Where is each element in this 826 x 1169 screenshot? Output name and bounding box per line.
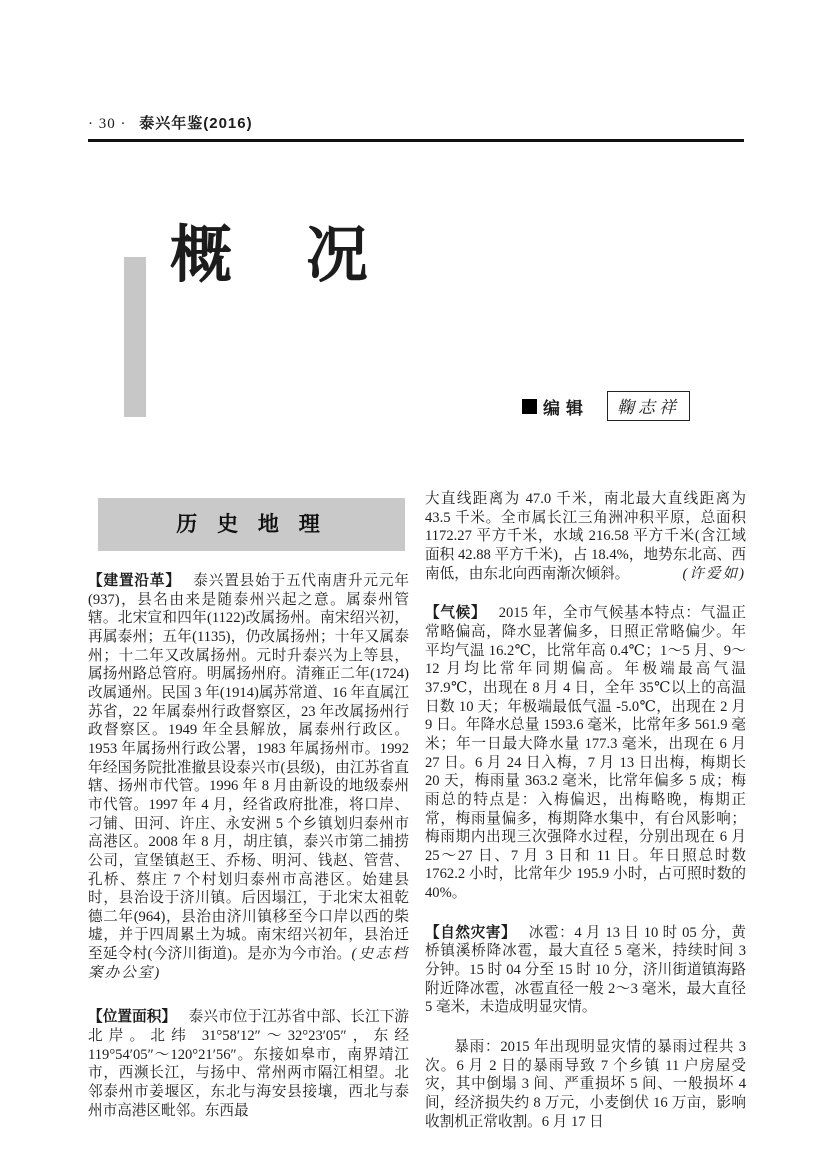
entry-attribution: (史志档案办公室) — [88, 946, 409, 981]
editor-line — [522, 391, 690, 421]
entry-text: 泰兴市位于江苏省中部、长江下游北岸。北纬 31°58′12″～32°23′05″，东经 119°54′05″～120°21′56″。东接如皋市，南界靖江市，西濒长江，与扬中、常州两市隔江相望。北邻泰州市姜堰区，东北与海安县接壤，西北与泰州市高港区毗邻。东西最 — [88, 1009, 409, 1119]
entry-text: 泰兴置县始于五代南唐升元元年(937)，县名由来是随泰州兴起之意。属泰州管辖。北宋宣和四年(1122)改属扬州。南宋绍兴初，再属泰州；五年(1135)，仍改属扬州；十年又属泰州；十二年又改属扬州。元时升泰兴为上等县，属扬州路总管府。明属扬州府。清雍正二年(1724)改属通州。民国 3 年(1914)属苏常道、16 年直属江苏省，22 年属泰州行政督察区，23 年改属扬州行政督察区。1949 年全县解放，属泰州行政区。1953 年属扬州行政公署，1983 年属扬州市。1992 年经国务院批准撤县设泰兴市(县级)，由江苏省直辖、扬州市代管。1996 年 8 月由新设的地级泰州市代管。1997 年 4 月，经省政府批准，将口岸、刁铺、田河、许庄、永安洲 5 个乡镇划归泰州市高港区。2008 年 8 月，胡庄镇，泰兴市第二捕捞公司，宣堡镇赵王、乔杨、明河、钱赵、管营、孔桥、蔡庄 7 个村划归泰州市高港区。始建县时，县治设于济川镇。后因塌江，于北宋太祖乾德二年(964)，县治由济川镇移至今口岸以西的柴墟，并于四周累土为城。南宋绍兴初年，县治迁至延令村(今济川街道)。是亦为今市治。 — [88, 573, 409, 963]
entry-qihou — [425, 604, 746, 903]
entry-weizhi-mianji — [88, 1008, 409, 1120]
left-column — [88, 490, 409, 1152]
entry-text: 冰雹：4 月 13 日 10 时 05 分，黄桥镇溪桥降冰雹，最大直径 5 毫米，持续时间 3 分钟。15 时 04 分至 15 时 10 分，济川街道镇海路附近降冰雹，冰雹直径一般 2～3 毫米，最大直径 5 毫米，未造成明显灾情。 — [425, 924, 746, 1016]
square-bullet-icon — [522, 399, 537, 414]
entry-zaihai-rain — [425, 1038, 746, 1131]
entry-attribution: (许爱如) — [682, 565, 746, 582]
section-header-history-geography: 历 史 地 理 — [98, 498, 405, 551]
entry-term: 【位置面积】 — [88, 1009, 177, 1026]
chapter-accent-bar — [124, 257, 146, 417]
entry-jianzhi-yange — [88, 572, 409, 982]
right-column — [425, 490, 746, 1152]
entry-text: 2015 年，全市气候基本特点：气温正常略偏高，降水显著偏多，日照正常略偏少。年平均气温 16.2℃，比常年高 0.4℃；1～5 月、9～12 月均比常年同期偏高。年极端最高气温 37.9℃，出现在 8 月 4 日，全年 35℃以上的高温日数 10 天；年极端最低气温 -5.0℃，出现在 2 月 9 日。年降水总量 1593.6 毫米，比常年多 561.9 毫米；年一日最大降水量 177.3 毫米，出现在 6 月 27 日。6 月 24 日入梅，7 月 13 日出梅，梅期长 20 天，梅雨量 363.2 毫米，比常年偏多 5 成；梅雨总的特点是：入梅偏迟，出梅略晚，梅期正常，梅雨量偏多，梅期降水集中，有台风影响；梅雨期内出现三次强降水过程，分别出现在 6 月 25～27 日、7 月 3 日和 11 日。年日照总时数 1762.2 小时，比常年少 195.9 小时，占可照时数的 40%。 — [425, 605, 746, 902]
entry-term: 【建置沿革】 — [88, 573, 181, 589]
entry-term: 【气候】 — [425, 605, 487, 622]
running-head — [88, 112, 745, 133]
chapter-title: 概 况 — [170, 222, 375, 290]
page-number: · 30 · — [88, 116, 127, 132]
entry-text: 大直线距离为 47.0 千米，南北最大直线距离为 43.5 千米。全市属长江三角洲冲积平原，总面积 1172.27 平方千米，水域 216.58 平方千米(含江域面积 42.88 平方千米)，占 18.4%，地势东北高、西南低，由东北向西南渐次倾斜。 — [425, 491, 746, 582]
entry-text: 暴雨：2015 年出现明显灾情的暴雨过程共 3 次。6 月 2 日的暴雨导致 7 个乡镇 11 户房屋受灾，其中倒塌 3 间、严重损坏 5 间、一般损坏 4 间，经济损失约 8 万元，小麦倒伏 16 万亩，影响收割机正常收割。6 月 17 日 — [425, 1039, 746, 1130]
header-divider — [88, 139, 744, 142]
entry-zaihai-hail — [425, 924, 746, 1017]
entry-term: 【自然灾害】 — [425, 924, 517, 941]
entry-weizhi-mianji-continued — [425, 490, 746, 583]
book-title: 泰兴年鉴(2016) — [139, 115, 253, 132]
body-columns — [88, 490, 746, 1152]
editor-name-box: 鞠志祥 — [607, 391, 690, 421]
editor-label: 编辑 — [543, 398, 589, 418]
